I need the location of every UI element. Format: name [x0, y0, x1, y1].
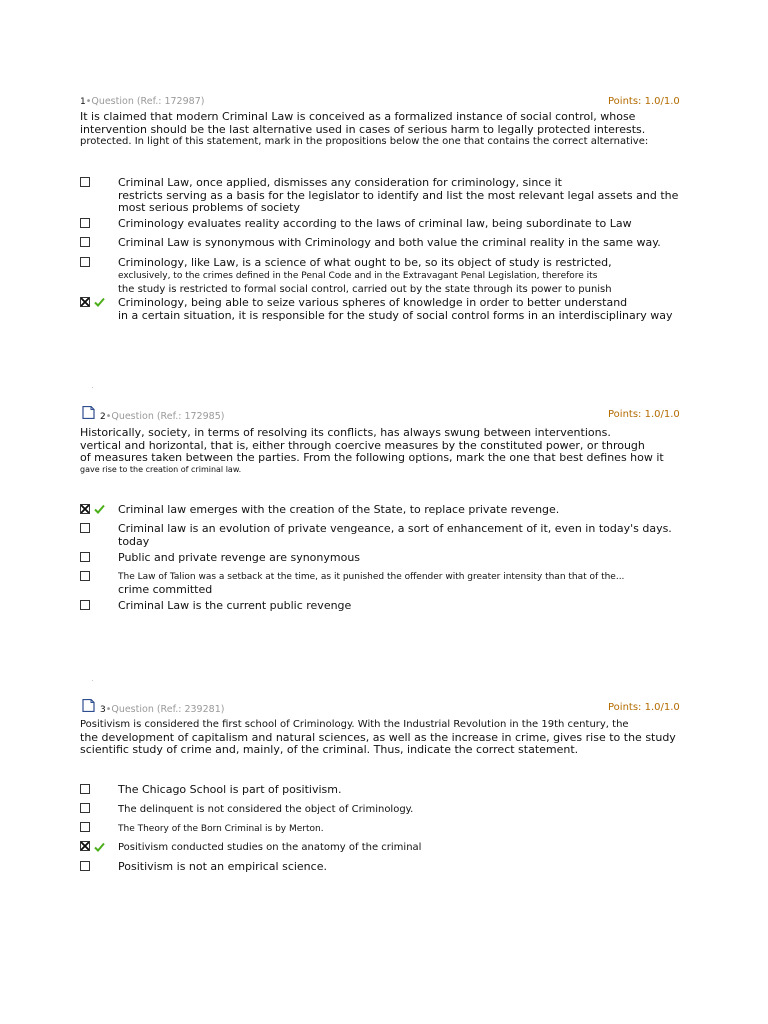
question-2-header [100, 411, 224, 422]
option-text [118, 237, 661, 250]
option-checkbox[interactable] [80, 237, 90, 247]
document-icon [82, 699, 95, 712]
question-ref: Question (Ref.: 239281) [111, 704, 225, 715]
option-checkbox[interactable] [80, 600, 90, 610]
option-line: Criminology, like Law, is a science of what ought to be, so its object of study is restricted, [118, 256, 612, 269]
question-1-points: Points: 1.0/1.0 [608, 96, 680, 107]
stem-line: gave rise to the creation of criminal law. [80, 464, 242, 474]
stem-line: the development of capitalism and natural sciences, as well as the increase in crime, gives rise to the study [80, 730, 676, 744]
option-line: most serious problems of society [118, 201, 300, 214]
option-line: Criminology, being able to seize various spheres of knowledge in order to better understand [118, 296, 628, 309]
option-line: today [118, 534, 150, 548]
option-line: The Theory of the Born Criminal is by Merton. [118, 824, 324, 834]
option-text [118, 523, 672, 548]
option-line: Public and private revenge are synonymous [118, 551, 361, 564]
option-checkbox[interactable] [80, 571, 90, 581]
option-line: Positivism is not an empirical science. [118, 860, 327, 873]
separator-dot [92, 680, 93, 681]
option-text [118, 600, 351, 613]
option-line: Criminal law is an evolution of private vengeance, a sort of enhancement of it, even in today's days. [118, 522, 672, 535]
question-3-stem [80, 719, 680, 757]
option-line: in a certain situation, it is responsible for the study of social control forms in an interdisciplinary way [118, 308, 673, 322]
option-checkbox[interactable] [80, 803, 90, 813]
option-checkbox[interactable] [80, 784, 90, 794]
question-3-points: Points: 1.0/1.0 [608, 702, 680, 713]
question-ref: Question (Ref.: 172987) [91, 96, 205, 107]
stem-line: Historically, society, in terms of resolving its conflicts, has always swung between interventions. [80, 426, 611, 439]
option-line: the study is restricted to formal social control, carried out by the state through its power to punish [118, 283, 612, 295]
option-checkbox[interactable] [80, 523, 90, 533]
option-checkbox-checked[interactable] [80, 504, 90, 514]
stem-line: It is claimed that modern Criminal Law is conceived as a formalized instance of social control, whose [80, 110, 636, 123]
option-text [118, 784, 342, 797]
question-2-stem [80, 427, 680, 475]
stem-line: scientific study of crime and, mainly, of the criminal. Thus, indicate the correct statement. [80, 743, 579, 756]
option-checkbox[interactable] [80, 861, 90, 871]
option-line: Criminal Law, once applied, dismisses any consideration for criminology, since it [118, 176, 562, 189]
option-line: The Law of Talion was a setback at the time, as it punished the offender with greater intensity than that of the... [118, 572, 625, 582]
stem-line: Positivism is considered the first school of Criminology. With the Industrial Revolution in the 19th century, the [80, 719, 629, 730]
question-separator: • [105, 704, 112, 715]
stem-line: vertical and horizontal, that is, either through coercive measures by the constituted power, or through [80, 438, 645, 452]
stem-line: of measures taken between the parties. From the following options, mark the one that best defines how it [80, 451, 664, 464]
option-line: exclusively, to the crimes defined in the Penal Code and in the Extravagant Penal Legislation, therefore its [118, 270, 598, 281]
correct-check-icon [94, 504, 105, 514]
question-ref: Question (Ref.: 172985) [111, 411, 225, 422]
option-text [118, 218, 632, 231]
option-line: Positivism conducted studies on the anatomy of the criminal [118, 842, 422, 853]
option-text [118, 177, 678, 215]
question-separator: • [85, 96, 92, 107]
correct-check-icon [94, 297, 105, 307]
option-checkbox[interactable] [80, 552, 90, 562]
question-number: 3 [100, 705, 106, 715]
option-text [118, 297, 673, 322]
option-text [118, 804, 413, 817]
option-line: The Chicago School is part of positivism. [118, 783, 342, 796]
question-3-header [100, 704, 224, 715]
option-line: Criminal Law is synonymous with Criminology and both value the criminal reality in the same way. [118, 236, 661, 249]
option-checkbox[interactable] [80, 822, 90, 832]
option-text [118, 842, 421, 855]
stem-line: intervention should be the last alternative used in cases of serious harm to legally protected interests. [80, 122, 646, 136]
question-1-header [80, 96, 204, 107]
question-1-stem [80, 111, 680, 149]
option-line: restricts serving as a basis for the legislator to identify and list the most relevant legal assets and the [118, 188, 679, 202]
question-number: 1 [80, 97, 86, 107]
option-checkbox[interactable] [80, 257, 90, 267]
option-line: crime committed [118, 582, 213, 596]
option-text [118, 257, 612, 296]
question-separator: • [105, 411, 112, 422]
option-text [118, 571, 624, 596]
option-line: Criminal Law is the current public revenge [118, 599, 352, 612]
option-checkbox[interactable] [80, 218, 90, 228]
correct-check-icon [94, 842, 105, 852]
option-text [118, 861, 327, 874]
option-line: Criminal law emerges with the creation of the State, to replace private revenge. [118, 503, 560, 516]
option-text [118, 823, 324, 836]
option-checkbox[interactable] [80, 177, 90, 187]
question-2-points: Points: 1.0/1.0 [608, 409, 680, 420]
option-line: The delinquent is not considered the object of Criminology. [118, 804, 414, 815]
option-checkbox-checked[interactable] [80, 297, 90, 307]
option-checkbox-checked[interactable] [80, 841, 90, 851]
document-icon [82, 406, 95, 419]
option-text [118, 504, 559, 517]
separator-dot [92, 387, 93, 388]
option-text [118, 552, 360, 565]
stem-line: protected. In light of this statement, mark in the propositions below the one that contains the correct alternative: [80, 136, 649, 147]
option-line: Criminology evaluates reality according to the laws of criminal law, being subordinate to Law [118, 217, 632, 230]
question-number: 2 [100, 412, 106, 422]
